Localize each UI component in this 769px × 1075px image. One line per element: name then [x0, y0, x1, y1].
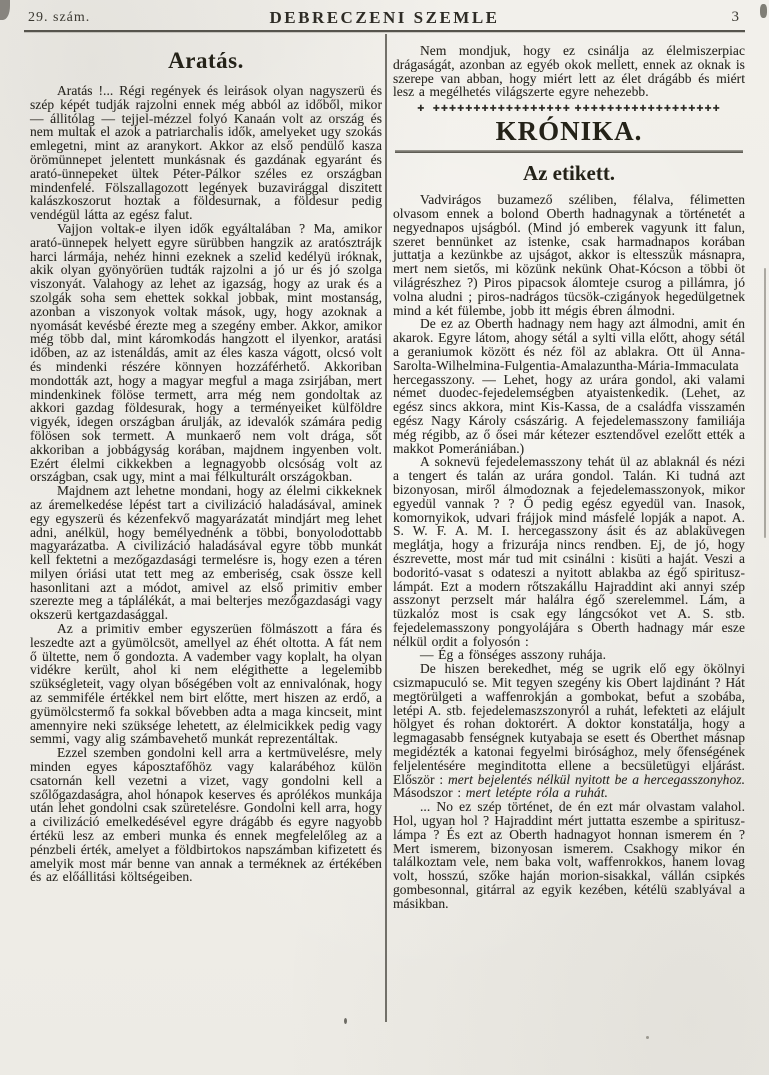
scan-artifact	[344, 1018, 347, 1024]
paragraph-continuation: Nem mondjuk, hogy ez csinálja az élelmiszerpiac drágaságát, azonban az egyéb okok mellett, ennek az oknak is szerepe van abban, hogy miért lett az élet drágább és miért lesz a megélhetés világszerte egyre nehezebb.	[393, 43, 745, 100]
journal-title: DEBRECZENI SZEMLE	[269, 8, 500, 27]
paragraph	[393, 662, 745, 800]
cross-ornament-divider: ✚ ✚✚✚✚✚✚✚✚✚✚✚✚✚✚✚✚✚ ✚✚✚✚✚✚✚✚✚✚✚✚✚✚✚✚✚✚	[417, 104, 721, 115]
paragraph: Aratás !... Régi regények és leirások olyan nagyszerü és szép képét tudják rajzolni ennek még abból az időből, mikor — állitólag — tejjel-mézzel folyó Kanaán volt az ország és nem multak el azok a patriarchalis idők, amelyeket ugy szokás emlegetni, mint az aranykort. Akkor az első pendülő kasza örömünnepet jelentett munkásnak és gazdának egyaránt és arató-ünnepeket ültek Péter-Pálkor széles ez országban mindenfelé. Fölszallagozott legények buzavirággal diszitett kalászkoszorut hoztak a földesurnak, a földesur pedig vendégül látta az egész falut.	[30, 83, 382, 223]
bleedthrough-ghost	[292, 112, 378, 120]
paragraph: Majdnem azt lehetne mondani, hogy az élelmi cikkeknek az áremelkedése lépést tart a civilizáció haladásával, aminek egy egyszerü és kézenfekvő magyarázatát mindjárt meg lehet adni, anélkül, hogy bemélyednénk a többi, bonyolodottabb magyarázatba. A civilizáció haladásával egyre több munkát kell fektetni a mezőgazdasági termelésre is, hogy ezen a téren milyen óriási utat tett meg az emberiség, csak össze kell hasonlitani azt a módot, amivel az első primitiv ember szerezte meg a táplálékát, a mai belterjes mezőgazdasági vagy okszerü kertgazdasággal.	[30, 483, 382, 623]
article-title-az-etikett: Az etikett.	[522, 161, 616, 186]
section-title-kronika: KRÓNIKA.	[495, 116, 643, 147]
paragraph: Vajjon voltak-e ilyen idők egyáltalában ? Ma, amikor arató-ünnepek helyett egyre sürübben hangzik az aratósztrájk harci lármája, nehéz hinni ezeknek a szelid kedélyü iróknak, akik olyan gyönyörüen tudták rajzolni a jó ur és jó szolga viszonyát. Valahogy az lehet az igazság, hogy az urak és a szolgák soha sem ehettek sokkal jobbak, mint mostanság, azonban a viszonyok voltak mások, ugy, hogy azoknak a nyomását kevésbé érezte meg a szegény ember. Akkor, amikor még több dal, mint káromkodás hangzott el ilyenkor, aratási időben, az az istenáldás, amit az éles kasza vágott, olcsó volt és mindenki részére könnyen hozzáférhető. Akkoriban mondották azt, hogy a magyar megful a maga zsirjában, mert mindenkinek fölöse termett, arra még nem gondoltak az akkori gazdag földesurak, hogy a terményeiket külföldre vigyék, idegen országban árulják, az idevalók számára pedig fölösen sok termett. A munkaerő nem volt drága, sőt akkoriban a jobbágyság korában, majdnem ingyenben volt. Ezért élelmi cikkekben a legnagyobb olcsóság volt az országban, csak ugy, mint a mai félkulturált országokban.	[30, 220, 382, 485]
paragraph-segment: Másodszor :	[393, 785, 466, 801]
paragraph: Vadvirágos buzamező széliben, félalva, félimetten olvasom ennek a bolond Oberth hadnagynak a történetét a negyednapos ujságból. (Mind jó emberek vagyunk itt falun, szeret bennünket az istenke, csak harmadnapos korában juttatja a kezünkbe az ujságot, akkor is eltesszük másnapra, mert nem sietős, mi közünk nekünk Ohat-Kócson a többi öt világrészhez ?) Piros pipacsok álomteje csurog a pillámra, jó volna aludni ; piros-nadrágos tücsök-czigányok hegedülgetnek mind a két fülembe, jobb itt mégis ébren álmodni.	[393, 192, 745, 318]
scan-artifact	[646, 1036, 649, 1039]
column-divider	[385, 34, 387, 1022]
bleedthrough-ghost	[300, 96, 378, 104]
paragraph: ... No ez szép történet, de én ezt már olvastam valahol. Hol, ugyan hol ? Hajraddint mért juttatta eszembe a spiritusz-lámpa ? És ezt az Oberth hadnagyot honnan ismerem én ? Mert ismerem, bizonyosan ismerem. Csakhogy mikor én találkoztam vele, nem baka volt, waffenrokkos, hanem lovag volt, hosszú, szőke haján morion-sisakkal, vállán csipkés gombesonnal, gitárral az egyik kezében, kétélü szablyával a másikban.	[393, 799, 745, 911]
page-number: 3	[731, 9, 739, 25]
issue-number: 29. szám.	[28, 10, 91, 25]
right-column	[393, 44, 745, 911]
paragraph-segment: De hiszen berekedhet, még se ugrik elő egy ökölnyi csizmapuculó se. Mit tegyen szegény kis Obert lajdinánt ? Hát megtörülgeti a waffenrokján a gombokat, befut a szobába, letépi A. stb. fejedelemaszszonyról a ruhát, lefekteti az elájult hölgyet és rohan doktorért. A doktor konstatálja, hogy a legmagasabb fenségnek kutyabaja se esett és Oberthet másnap megidézték a katonai fegyelmi birósághoz, mely őfenségének feljelentésére meginditotta ellene a becsületügyi eljárást. Először :	[393, 661, 745, 787]
section-rule	[395, 150, 743, 153]
paragraph: Ezzel szemben gondolni kell arra a kertmüvelésre, mely minden egyes káposztafőhöz vagy kalarábéhoz külön csatornán kell vezetni a vizet, vagy gondolni kell a szőlőgazdaságra, ahol hónapok keserves és aprólékos munkája után lehet gondolni csak szüretelésre. Gondolni kell arra, hogy a civilizáció emelkedésével egyre drágább és egyre nagyobb értékü lesz az emberi munka és ennek megfelelőleg az a pénzbeli érték, amelyet a földbirtokos napszámban kifizetett és amelyik most már benne van annak a terméknek az értékében és az előállitási költségeiben.	[30, 745, 382, 885]
paragraph: De ez az Oberth hadnagy nem hagy azt álmodni, amit én akarok. Egyre látom, ahogy sétál a sylti villa előtt, ahogy sétál a geraniumok között és néz föl az ablakra. Ott ül Anna-Sarolta-Wilhelmina-Fulgentia-Amalazuntha-Mária-Immaculata hercegasszony. — Lehet, hogy az urára gondol, aki valami német duodec-fejedelemségben atyaistenkedik. (Lehet, az egész sincs akkora, mint Kis-Kassa, de a családfa visszamén egész Nagy Károly császárig. A fejedelemasszony familiája még régibb, az ő ősei már kétezer esztendővel ezelőtt ették a makkot Pomerániában.)	[393, 316, 745, 456]
left-column	[30, 44, 382, 884]
paragraph: A soknevü fejedelemasszony tehát ül az ablaknál és nézi a tengert és talán az urára gondol. Talán. Ki tudná azt bizonyosan, miről álmodoznak a fejedelemasszonyok, mikor egyedül vannak ? ? Ő pedig egész egyedül van. Inasok, komornyikok, udvari frájjok mind másfelé lopják a napot. A. S. W. F. A. M. I. hercegasszony ásit és az ablaküvegen meglátja, hogy a frizurája nincs rendben. Ej, de jó, hogy észrevette, most már tud mit csinálni : kisüti a haját. Veszi a bodoritó-vasat s odateszi a nyitott ablakba az égő spiritusz-lámpát. Ezt a modern rőtszakállu Hajraddint aki annyi szép asszonyt perzselt már halálra égő szerelemmel. Lám, a tüzkalóz most is csak egy lángcsókot vet A. S. stb. fejedelemasszony pongyolájára s Oberth hadnagy már esze nélkül ordit a folyosón :	[393, 454, 745, 649]
paragraph-segment-italic: mert bejelentés nélkül nyitott be a hercegasszonyhoz.	[447, 771, 746, 787]
scan-artifact	[764, 268, 766, 538]
paragraph-segment-italic: mert letépte róla a ruhát.	[465, 785, 608, 801]
header-rule	[24, 30, 745, 32]
paragraph: Az a primitiv ember egyszerüen fölmászott a fára és leszedte azt a gyümölcsöt, amellyel az éhét oltotta. A fát nem ő ültette, nem ő gondozta. A vadember vagy koplalt, ha olyan vidékre került, ahol ki nem elégithette a legelemibb szükségleteit, vagy olyan bőségében volt az ennivalónak, hogy az semmiféle értékkel nem birt előtte, mert hiszen az erdő, a gyümölcstermő fa sokkal bővebben adta a maga kincseit, mint amennyire neki szüksége lehetett, az élelmicikkek pedig vagy semmi, vagy alig számbavehető munkát reprezentáltak.	[30, 621, 382, 747]
article-title-aratas: Aratás.	[168, 48, 244, 73]
dialogue-line: — Ég a fönséges asszony ruhája.	[420, 647, 606, 663]
